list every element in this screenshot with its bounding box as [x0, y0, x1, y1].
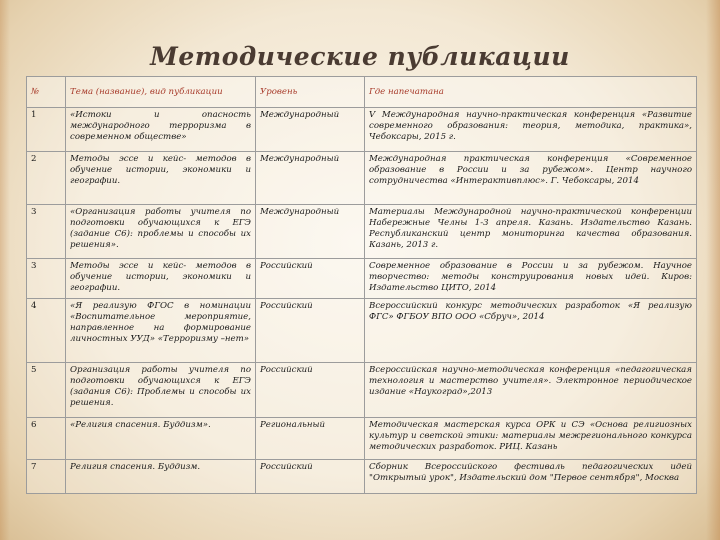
- row-topic: «Я реализую ФГОС в номинации «Воспитательное мероприятие, направленное на формирование личностных УУД» «Терроризму –нет»: [66, 299, 256, 363]
- row-number: 7: [27, 460, 66, 494]
- row-level: Российский: [256, 299, 365, 363]
- row-number: 2: [27, 152, 66, 205]
- table-row: [27, 205, 697, 259]
- row-number: 5: [27, 363, 66, 418]
- row-topic: Методы эссе и кейс- методов в обучение истории, экономики и географии.: [66, 259, 256, 299]
- table-row: [27, 152, 697, 205]
- header-where: Где напечатана: [365, 77, 697, 108]
- right-edge-shade: [706, 0, 720, 540]
- row-topic: Религия спасения. Буддизм.: [66, 460, 256, 494]
- row-topic: «Организация работы учителя по подготовки обучающихся к ЕГЭ (задание С6): проблемы и способы их решения».: [66, 205, 256, 259]
- row-where: Всероссийская научно-методическая конференция «педагогическая технология и мастерство учителя». Электронное периодическое издание «Наукоград»,2013: [365, 363, 697, 418]
- table-row: [27, 299, 697, 363]
- row-topic: «Религия спасения. Буддизм».: [66, 418, 256, 460]
- row-where: Материалы Международной научно-практической конференции Набережные Челны 1-3 апреля. Казань. Издательство Казань. Республиканский центр мониторинга качества образования. Казань, 2013 г.: [365, 205, 697, 259]
- row-level: Региональный: [256, 418, 365, 460]
- row-topic: «Истоки и опасность международного терроризма в современном обществе»: [66, 108, 256, 152]
- row-where: Современное образование в России и за рубежом. Научное творчество: методы конструирования новых идей. Киров: Издательство ЦИТО, 2014: [365, 259, 697, 299]
- row-level: Международный: [256, 152, 365, 205]
- row-level: Международный: [256, 108, 365, 152]
- table-row: [27, 363, 697, 418]
- table-row: [27, 460, 697, 494]
- row-number: 3: [27, 259, 66, 299]
- row-number: 6: [27, 418, 66, 460]
- row-where: Международная практическая конференция «Современное образование в России и за рубежом». Центр научного сотрудничества «Интерактивплюс». Г. Чебоксары, 2014: [365, 152, 697, 205]
- row-topic: Методы эссе и кейс- методов в обучение истории, экономики и географии.: [66, 152, 256, 205]
- row-number: 1: [27, 108, 66, 152]
- row-level: Международный: [256, 205, 365, 259]
- table-header-row: [27, 77, 697, 108]
- row-level: Российский: [256, 460, 365, 494]
- row-number: 4: [27, 299, 66, 363]
- row-where: V Международная научно-практическая конференция «Развитие современного образования: теория, методика, практика», Чебоксары, 2015 г.: [365, 108, 697, 152]
- publications-table: [26, 76, 697, 494]
- row-where: Методическая мастерская курса ОРК и СЭ «Основа религиозных культур и светской этики: материалы межрегионального конкурса методических разработок. РИЦ. Казань: [365, 418, 697, 460]
- row-where: Всероссийский конкурс методических разработок «Я реализую ФГС» ФГБОУ ВПО ООО «Сбруч», 2014: [365, 299, 697, 363]
- page-title: Методические публикации: [150, 42, 570, 71]
- header-number: №: [27, 77, 66, 108]
- header-topic: Тема (название), вид публикации: [66, 77, 256, 108]
- table-row: [27, 108, 697, 152]
- header-level: Уровень: [256, 77, 365, 108]
- left-edge-shade: [0, 0, 10, 540]
- row-number: 3: [27, 205, 66, 259]
- row-where: Сборник Всероссийского фестиваль педагогических идей "Открытый урок", Издательский дом "Первое сентября", Москва: [365, 460, 697, 494]
- row-level: Российский: [256, 259, 365, 299]
- row-topic: Организация работы учителя по подготовки обучающихся к ЕГЭ (задания С6): Проблемы и способы их решения.: [66, 363, 256, 418]
- row-level: Российский: [256, 363, 365, 418]
- table-row: [27, 418, 697, 460]
- table-row: [27, 259, 697, 299]
